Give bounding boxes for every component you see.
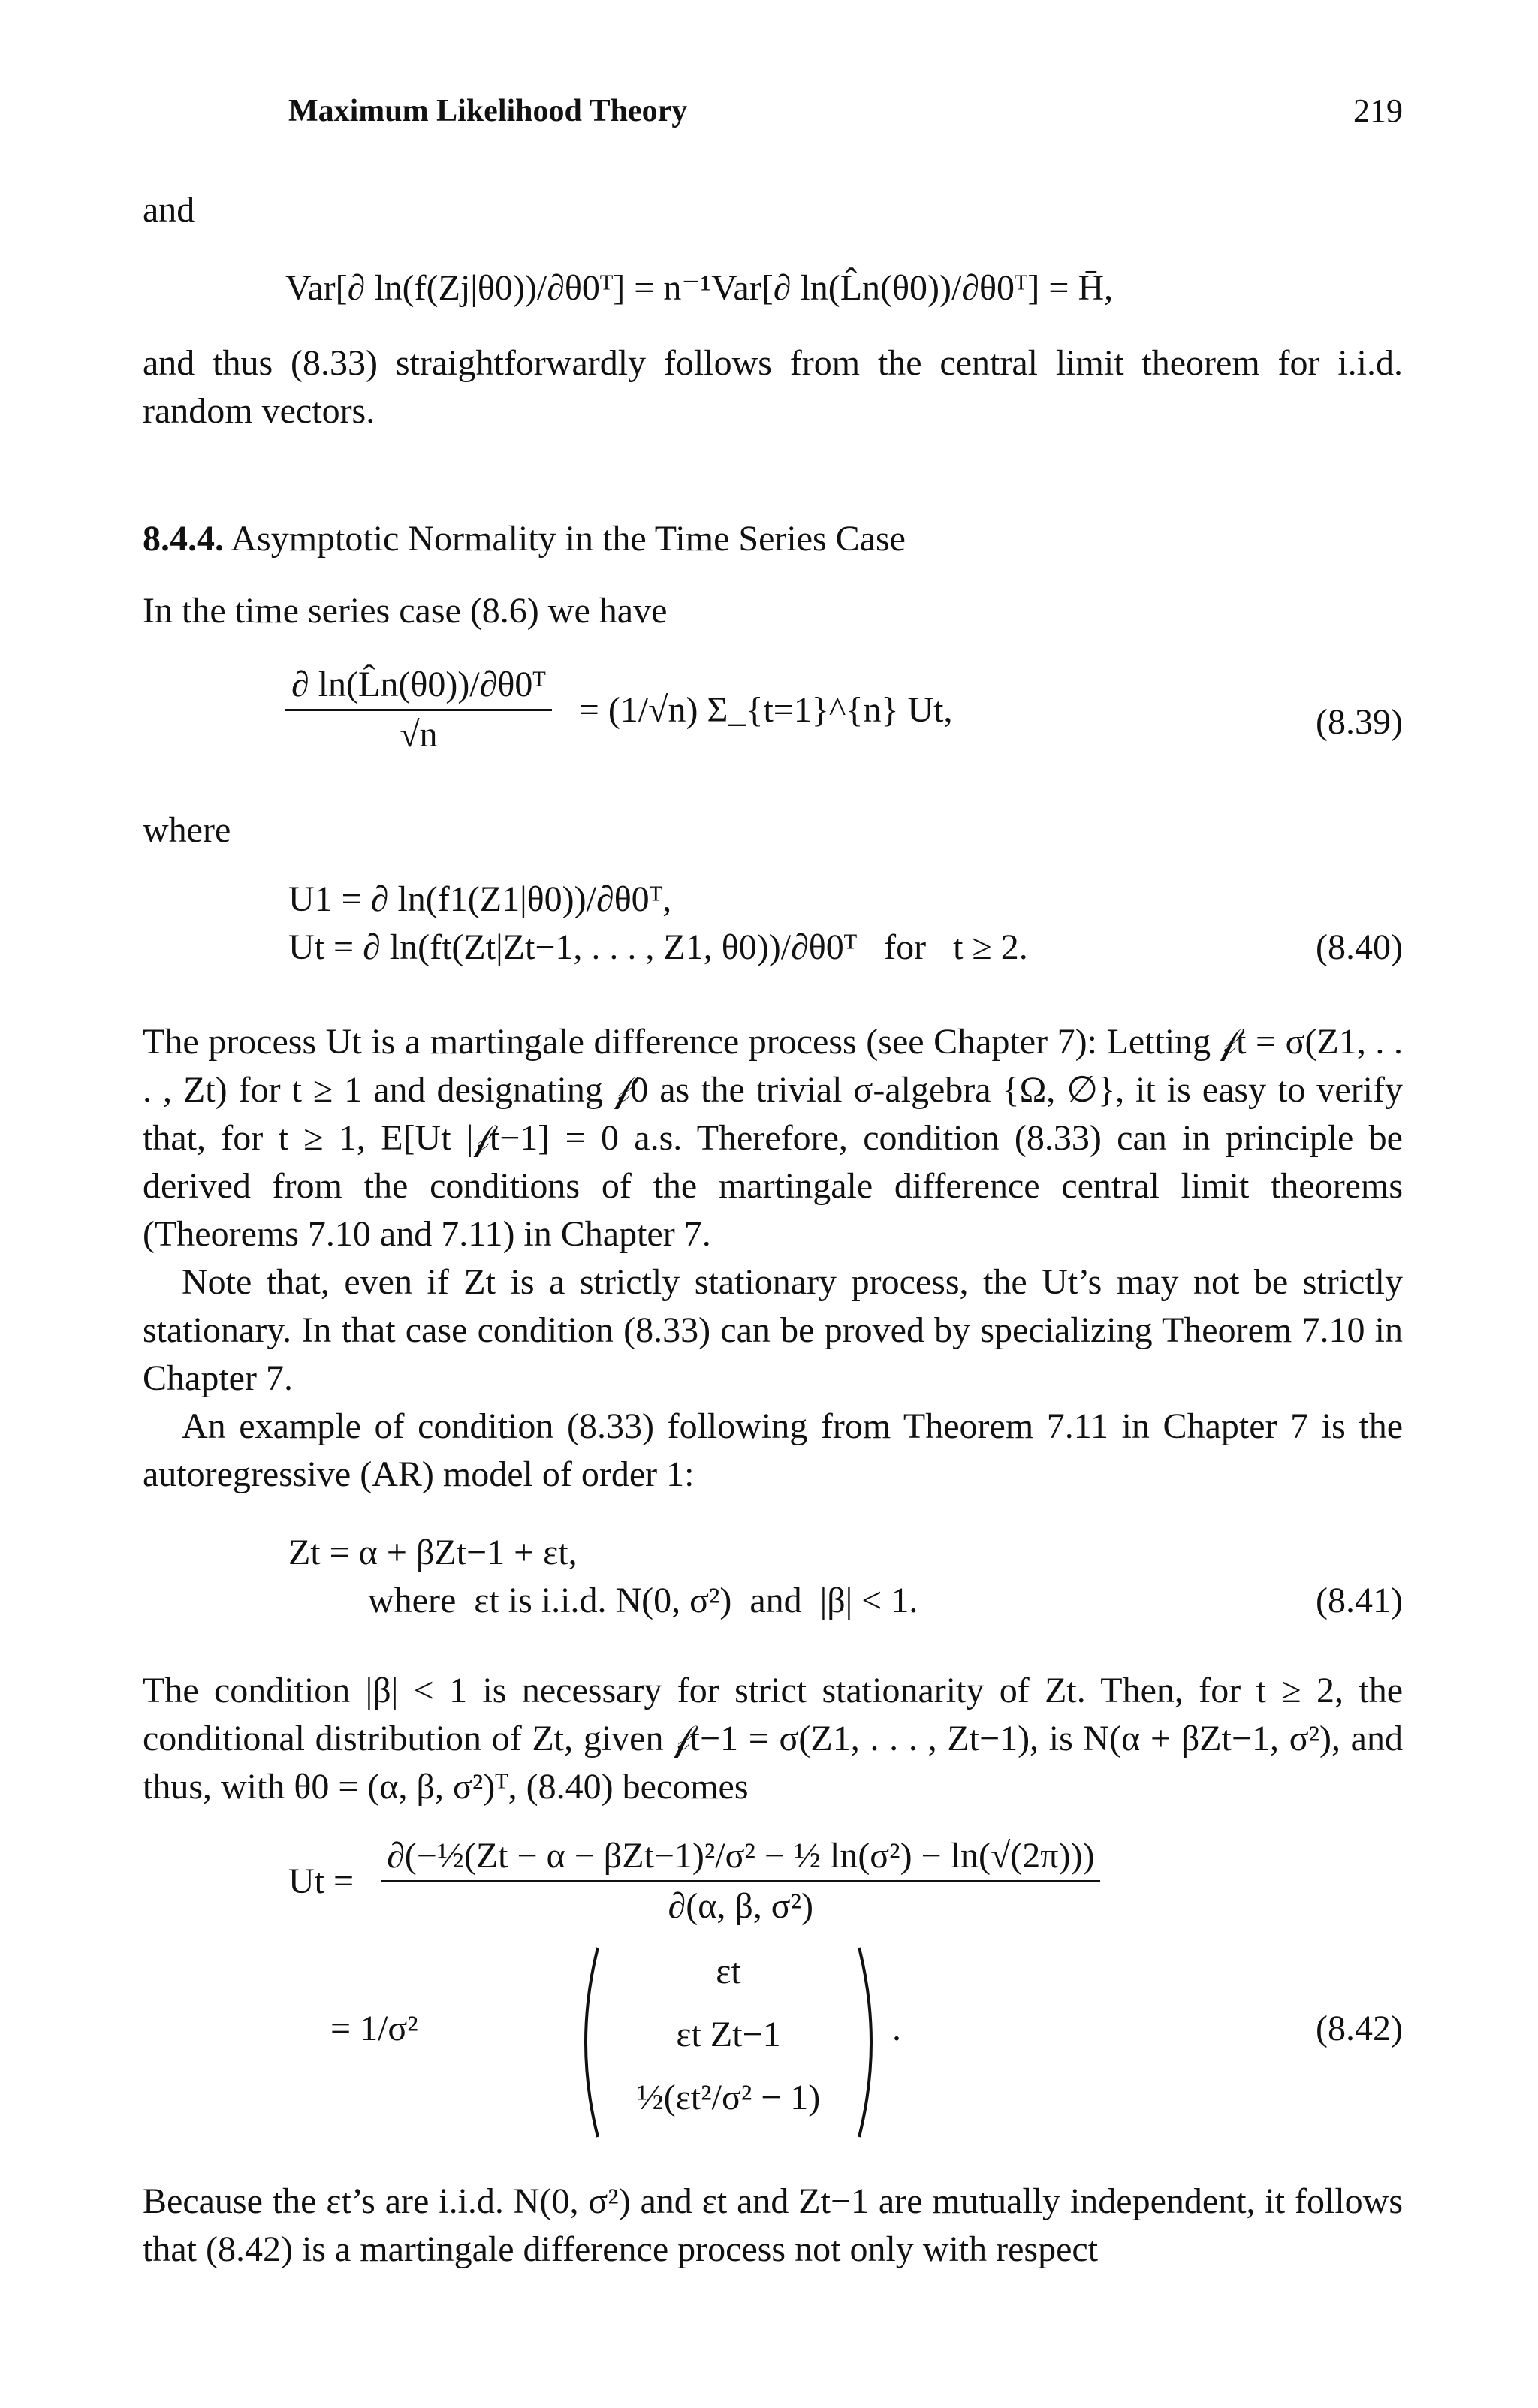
section-heading [143,515,1403,563]
paragraph-conclusion: Because the εt’s are i.i.d. N(0, σ²) and εt and Zt−1 are mutually independent, it follows that (8.42) is a martingale difference process not only with respect [143,2181,1403,2269]
left-paren-icon [571,1945,601,2140]
eq40-line1: U1 = ∂ ln(f1(Z1|θ0))/∂θ0ᵀ, [288,879,672,919]
paragraph-time-series-intro: In the time series case (8.6) we have [143,591,668,631]
paragraph-martingale: The process Ut is a martingale difference process (see Chapter 7): Letting 𝒻t = σ(Z1, . . . , Zt) for t ≥ 1 and designating 𝒻0 as the trivial σ-algebra {Ω, ∅}, it is easy to verify that, for t ≥ 1, E[Ut |𝒻t−1] = 0 a.s. Therefore, condition (8.33) can in principle be derived from the conditions of the martingale difference central limit theorems (Theorems 7.10 and 7.11) in Chapter 7. [143,1022,1403,1254]
page-header [288,87,1403,132]
right-paren-icon [856,1945,886,2140]
eq41-line2: where εt is i.i.d. N(0, σ²) and |β| < 1. [368,1581,918,1620]
intro-word: and [143,190,195,230]
page-number: 219 [1353,92,1403,129]
eq42-denominator: ∂(α, β, σ²) [668,1886,814,1926]
eq42-vector-line [330,1945,1006,2140]
paragraph-ar-example: An example of condition (8.33) following from Theorem 7.11 in Chapter 7 is the autoregressive (AR) model of order 1: [143,1406,1403,1494]
section-number: 8.4.4. [143,519,224,559]
paragraph-clt: and thus (8.33) straightforwardly follows from the central limit theorem for i.i.d. random vectors. [143,343,1403,431]
equation-8-42 [143,1832,1403,2132]
eq42-numerator: ∂(−½(Zt − α − βZt−1)²/σ² − ½ ln(σ²) − ln(√(2π))) [381,1832,1100,1882]
eq42-prefix: = 1/σ² [330,2009,418,2048]
equation-variance: Var[∂ ln(f(Zj|θ0))/∂θ0ᵀ] = n⁻¹Var[∂ ln(L̂n(θ0))/∂θ0ᵀ] = H̄, [285,268,1114,308]
eq41-number: (8.41) [1316,1581,1403,1620]
eq40-line2: Ut = ∂ ln(ft(Zt|Zt−1, . . . , Z1, θ0))/∂θ0ᵀ for t ≥ 2. [288,927,1028,967]
eq40-number: (8.40) [1316,927,1403,967]
eq39-rhs: = (1/√n) Σ_{t=1}^{n} Ut, [578,689,953,730]
eq42-lhs: Ut = [288,1861,354,1901]
where-word: where [143,810,231,850]
equation-8-41 [143,1529,1403,1634]
eq42-period: . [892,2009,901,2048]
section-title: Asymptotic Normality in the Time Series Case [231,519,906,559]
eq39-number: (8.39) [1316,702,1403,742]
running-title: Maximum Likelihood Theory [288,94,688,128]
equation-8-40 [143,875,1403,981]
eq39-lhs-numerator: ∂ ln(L̂n(θ0))/∂θ0ᵀ [285,661,552,711]
eq42-vector [601,1948,856,2122]
vector-entry: εt [716,1951,741,1991]
eq42-number: (8.42) [1316,2009,1403,2048]
vector-entry: εt Zt−1 [676,2015,781,2054]
eq41-line1: Zt = α + βZt−1 + εt, [288,1533,578,1572]
eq42-fraction [381,1832,1100,1930]
paragraph-stationary: Note that, even if Zt is a strictly stationary process, the Ut’s may not be strictly stationary. In that case condition (8.33) can be proved by specializing Theorem 7.10 in Chapter 7. [143,1262,1403,1398]
equation-8-39 [143,661,1403,788]
vector-entry: ½(εt²/σ² − 1) [636,2078,821,2117]
paragraph-stationarity-condition: The condition |β| < 1 is necessary for strict stationarity of Zt. Then, for t ≥ 2, the conditional distribution of Zt, given 𝒻t−1 = σ(Z1, . . . , Zt−1), is N(α + βZt−1, σ²), and thus, with θ0 = (α, β, σ²)ᵀ, (8.40) becomes [143,1671,1403,1807]
eq39-lhs-fraction [285,661,552,759]
eq39-lhs-denominator: √n [400,715,438,755]
